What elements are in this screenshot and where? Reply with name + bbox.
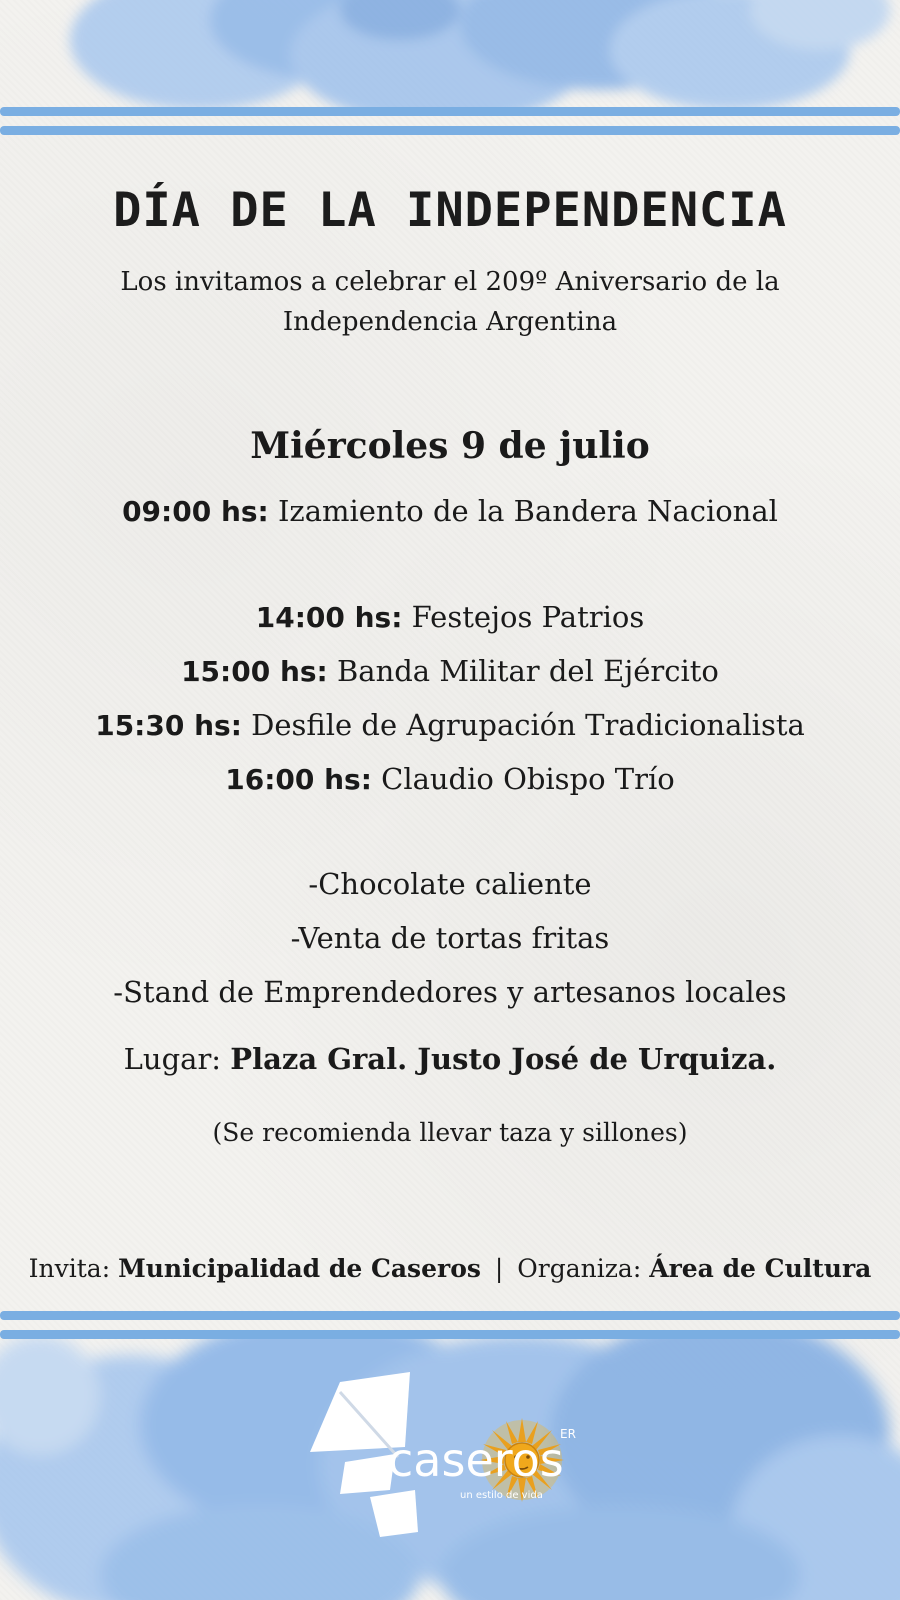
schedule-time: 14:00 hs: [255,601,403,634]
logo-wordmark: caseros [388,1433,564,1487]
schedule-time: 09:00 hs: [122,495,269,528]
extra-item: -Stand de Emprendedores y artesanos locales [113,975,787,1009]
schedule-item [0,494,900,528]
schedule-event: Banda Militar del Ejército [336,654,719,688]
extra-item: -Venta de tortas fritas [290,921,610,955]
schedule-item [0,654,900,688]
logo-shard [340,1454,395,1494]
location-value: Plaza Gral. Justo José de Urquiza. [230,1042,777,1076]
extra-item: -Chocolate caliente [308,867,592,901]
top-stripe-1 [0,107,900,116]
event-date: Miércoles 9 de julio [250,425,650,467]
logo-slogan: un estilo de vida [460,1490,543,1501]
page-title: DÍA DE LA INDEPENDENCIA [113,183,787,238]
top-watercolor [0,0,900,110]
location [0,1042,900,1076]
subtitle: Los invitamos a celebrar el 209º Aniversario de la Independencia Argentina [120,267,780,337]
footer-separator: | [494,1254,504,1283]
schedule-event: Desfile de Agrupación Tradicionalista [251,708,805,742]
schedule-item [0,708,900,742]
schedule-item [0,600,900,634]
schedule-time: 15:00 hs: [181,655,328,688]
caseros-logo [310,1372,600,1542]
schedule-event: Izamiento de la Bandera Nacional [277,494,778,528]
schedule-time: 15:30 hs: [95,709,242,742]
recommendation-note: (Se recomienda llevar taza y sillones) [212,1118,688,1147]
footer-credits [0,1254,900,1283]
schedule-item [0,762,900,796]
organiza-label: Organiza: [517,1254,642,1283]
logo-shard [370,1490,418,1537]
bottom-stripe-1 [0,1311,900,1320]
invita-value: Municipalidad de Caseros [118,1254,481,1283]
logo-tag: ER [560,1427,576,1441]
top-stripe-2 [0,126,900,135]
bottom-stripe-2 [0,1330,900,1339]
schedule-time: 16:00 hs: [225,763,372,796]
schedule-event: Claudio Obispo Trío [381,762,675,796]
invita-label: Invita: [28,1254,111,1283]
location-label: Lugar: [123,1042,222,1076]
organiza-value: Área de Cultura [649,1254,872,1283]
schedule-event: Festejos Patrios [411,600,645,634]
